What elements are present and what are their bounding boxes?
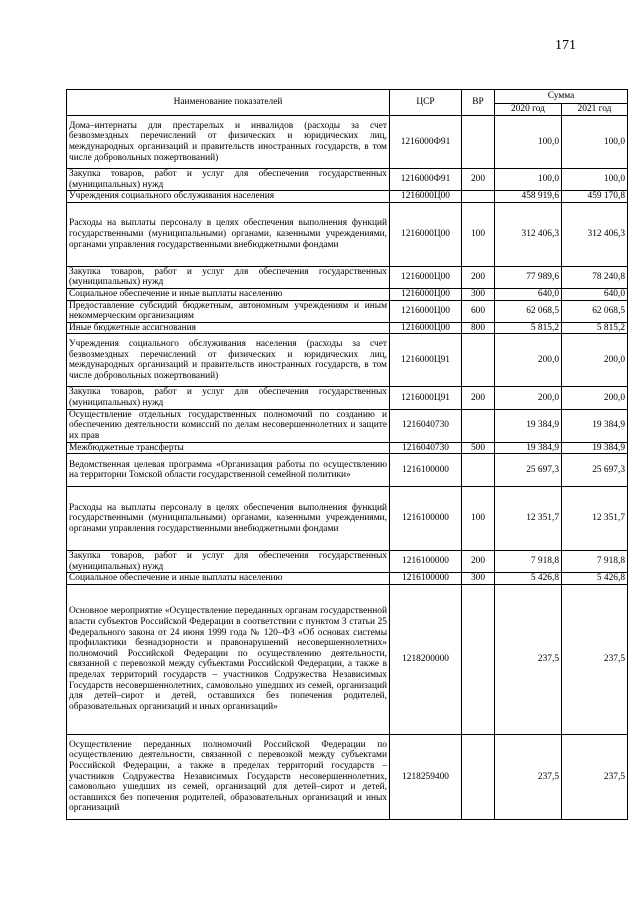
row-sum-2021: 459 170,8 bbox=[562, 191, 628, 203]
row-vr: 500 bbox=[462, 442, 495, 454]
row-csr: 1216100000 bbox=[390, 551, 462, 573]
table-row bbox=[67, 116, 628, 169]
row-vr: 800 bbox=[462, 322, 495, 334]
row-csr: 1216040730 bbox=[390, 409, 462, 442]
row-csr: 1216000Ц00 bbox=[390, 202, 462, 266]
row-csr: 1218200000 bbox=[390, 584, 462, 734]
row-name: Дома–интернаты для престарелых и инвалидов (расходы за счет безвозмездных перечислений от физических и юридических лиц, международных организаций и правительств иностранных государств, в том числе добровольных пожертвований) bbox=[67, 116, 390, 169]
row-vr bbox=[462, 454, 495, 487]
header-csr: ЦСР bbox=[390, 90, 462, 116]
row-sum-2021: 200,0 bbox=[562, 387, 628, 409]
row-name: Закупка товаров, работ и услуг для обеспечения государственных (муниципальных) нужд bbox=[67, 266, 390, 288]
table-row bbox=[67, 266, 628, 288]
row-sum-2021: 100,0 bbox=[562, 169, 628, 191]
row-sum-2020: 19 384,9 bbox=[495, 442, 562, 454]
row-sum-2021: 12 351,7 bbox=[562, 487, 628, 551]
header-2020: 2020 год bbox=[495, 104, 562, 116]
row-vr: 200 bbox=[462, 266, 495, 288]
table-row bbox=[67, 387, 628, 409]
row-sum-2020: 100,0 bbox=[495, 116, 562, 169]
row-vr: 300 bbox=[462, 288, 495, 300]
table-row bbox=[67, 454, 628, 487]
row-sum-2020: 5 815,2 bbox=[495, 322, 562, 334]
table-row bbox=[67, 169, 628, 191]
row-sum-2020: 237,5 bbox=[495, 584, 562, 734]
row-name: Социальное обеспечение и иные выплаты населению bbox=[67, 573, 390, 585]
table-row bbox=[67, 300, 628, 322]
row-sum-2020: 640,0 bbox=[495, 288, 562, 300]
table-row bbox=[67, 322, 628, 334]
row-vr bbox=[462, 409, 495, 442]
row-name: Осуществление переданных полномочий Российской Федерации по осуществлению деятельности, связанной с перевозкой между субъектами Российской Федерации, а также в пределах территорий государств – участников Содружества Независимых Государств несовершеннолетних, самовольно ушедших из семей, организаций для детей–сирот и детей, оставшихся без попечения родителей, образовательных организаций и иных организаций bbox=[67, 734, 390, 819]
table-row bbox=[67, 734, 628, 819]
table-row bbox=[67, 551, 628, 573]
row-vr: 100 bbox=[462, 487, 495, 551]
table-row bbox=[67, 334, 628, 387]
table-row bbox=[67, 442, 628, 454]
row-csr: 1216100000 bbox=[390, 573, 462, 585]
header-vr: ВР bbox=[462, 90, 495, 116]
row-sum-2020: 200,0 bbox=[495, 387, 562, 409]
row-sum-2020: 5 426,8 bbox=[495, 573, 562, 585]
row-csr: 1216000Ц00 bbox=[390, 300, 462, 322]
row-name: Закупка товаров, работ и услуг для обеспечения государственных (муниципальных) нужд bbox=[67, 169, 390, 191]
row-sum-2021: 78 240,8 bbox=[562, 266, 628, 288]
row-sum-2021: 7 918,8 bbox=[562, 551, 628, 573]
row-sum-2021: 640,0 bbox=[562, 288, 628, 300]
row-vr bbox=[462, 584, 495, 734]
row-sum-2021: 200,0 bbox=[562, 334, 628, 387]
row-csr: 1216000Ц00 bbox=[390, 191, 462, 203]
row-vr: 200 bbox=[462, 387, 495, 409]
row-vr: 100 bbox=[462, 202, 495, 266]
row-name: Расходы на выплаты персоналу в целях обеспечения выполнения функций государственными (муниципальными) органами, казенными учреждениями, органами управления государственными внебюджетными фондами bbox=[67, 202, 390, 266]
row-sum-2020: 458 919,6 bbox=[495, 191, 562, 203]
row-sum-2021: 19 384,9 bbox=[562, 409, 628, 442]
page-number: 171 bbox=[555, 38, 576, 53]
row-sum-2020: 200,0 bbox=[495, 334, 562, 387]
row-sum-2020: 312 406,3 bbox=[495, 202, 562, 266]
row-sum-2021: 237,5 bbox=[562, 584, 628, 734]
table-row bbox=[67, 409, 628, 442]
row-vr: 300 bbox=[462, 573, 495, 585]
row-name: Межбюджетные трансферты bbox=[67, 442, 390, 454]
row-csr: 1216000Ц91 bbox=[390, 334, 462, 387]
row-sum-2021: 100,0 bbox=[562, 116, 628, 169]
budget-table bbox=[66, 89, 628, 820]
row-name: Расходы на выплаты персоналу в целях обеспечения выполнения функций государственными (муниципальными) органами, казенными учреждениями, органами управления государственными внебюджетными фондами bbox=[67, 487, 390, 551]
table-row bbox=[67, 288, 628, 300]
row-sum-2020: 100,0 bbox=[495, 169, 562, 191]
row-name: Иные бюджетные ассигнования bbox=[67, 322, 390, 334]
table-row bbox=[67, 191, 628, 203]
row-sum-2021: 62 068,5 bbox=[562, 300, 628, 322]
row-name: Ведомственная целевая программа «Организация работы по осуществлению на территории Томской области государственной семейной политики» bbox=[67, 454, 390, 487]
row-vr bbox=[462, 734, 495, 819]
row-name: Осуществление отдельных государственных полномочий по созданию и обеспечению деятельности комиссий по делам несовершеннолетних и защите их прав bbox=[67, 409, 390, 442]
row-sum-2021: 25 697,3 bbox=[562, 454, 628, 487]
table-row bbox=[67, 584, 628, 734]
row-name: Учреждения социального обслуживания населения bbox=[67, 191, 390, 203]
row-vr: 200 bbox=[462, 551, 495, 573]
header-2021: 2021 год bbox=[562, 104, 628, 116]
row-sum-2021: 312 406,3 bbox=[562, 202, 628, 266]
row-sum-2020: 7 918,8 bbox=[495, 551, 562, 573]
row-sum-2021: 5 426,8 bbox=[562, 573, 628, 585]
row-csr: 1216000Ц00 bbox=[390, 322, 462, 334]
row-vr bbox=[462, 334, 495, 387]
row-csr: 1216100000 bbox=[390, 454, 462, 487]
row-sum-2020: 237,5 bbox=[495, 734, 562, 819]
header-sum: Сумма bbox=[495, 90, 628, 104]
row-sum-2020: 62 068,5 bbox=[495, 300, 562, 322]
row-vr: 200 bbox=[462, 169, 495, 191]
table-row bbox=[67, 487, 628, 551]
row-csr: 1218259400 bbox=[390, 734, 462, 819]
table-row bbox=[67, 202, 628, 266]
row-name: Социальное обеспечение и иные выплаты населению bbox=[67, 288, 390, 300]
row-sum-2020: 77 989,6 bbox=[495, 266, 562, 288]
row-csr: 1216000Ф91 bbox=[390, 169, 462, 191]
row-sum-2020: 19 384,9 bbox=[495, 409, 562, 442]
row-name: Закупка товаров, работ и услуг для обеспечения государственных (муниципальных) нужд bbox=[67, 387, 390, 409]
row-vr: 600 bbox=[462, 300, 495, 322]
row-csr: 1216000Ц00 bbox=[390, 266, 462, 288]
header-name: Наименование показателей bbox=[67, 90, 390, 116]
row-name: Предоставление субсидий бюджетным, автономным учреждениям и иным некоммерческим организациям bbox=[67, 300, 390, 322]
row-sum-2021: 5 815,2 bbox=[562, 322, 628, 334]
row-name: Основное мероприятие «Осуществление переданных органам государственной власти субъектов Российской Федерации в соответствии с пунктом 3 статьи 25 Федерального закона от 24 июня 1999 года № 120–ФЗ «Об основах системы профилактики безнадзорности и правонарушений несовершеннолетних» полномочий Российской Федерации по осуществлению деятельности, связанной с перевозкой между субъектами Российской Федерации, а также в пределах территорий государств – участников Содружества Независимых Государств несовершеннолетних, самовольно ушедших из семей, организаций для детей–сирот и детей, оставшихся без попечения родителей, образовательных организаций и иных организаций» bbox=[67, 584, 390, 734]
row-sum-2021: 237,5 bbox=[562, 734, 628, 819]
row-csr: 1216000Ц91 bbox=[390, 387, 462, 409]
row-csr: 1216000Ф91 bbox=[390, 116, 462, 169]
row-csr: 1216040730 bbox=[390, 442, 462, 454]
row-name: Учреждения социального обслуживания населения (расходы за счет безвозмездных перечислений от физических и юридических лиц, международных организаций и правительств иностранных государств, в том числе добровольных пожертвований) bbox=[67, 334, 390, 387]
row-sum-2020: 12 351,7 bbox=[495, 487, 562, 551]
row-csr: 1216000Ц00 bbox=[390, 288, 462, 300]
table-row bbox=[67, 573, 628, 585]
row-name: Закупка товаров, работ и услуг для обеспечения государственных (муниципальных) нужд bbox=[67, 551, 390, 573]
row-sum-2021: 19 384,9 bbox=[562, 442, 628, 454]
row-vr bbox=[462, 191, 495, 203]
row-csr: 1216100000 bbox=[390, 487, 462, 551]
row-vr bbox=[462, 116, 495, 169]
row-sum-2020: 25 697,3 bbox=[495, 454, 562, 487]
